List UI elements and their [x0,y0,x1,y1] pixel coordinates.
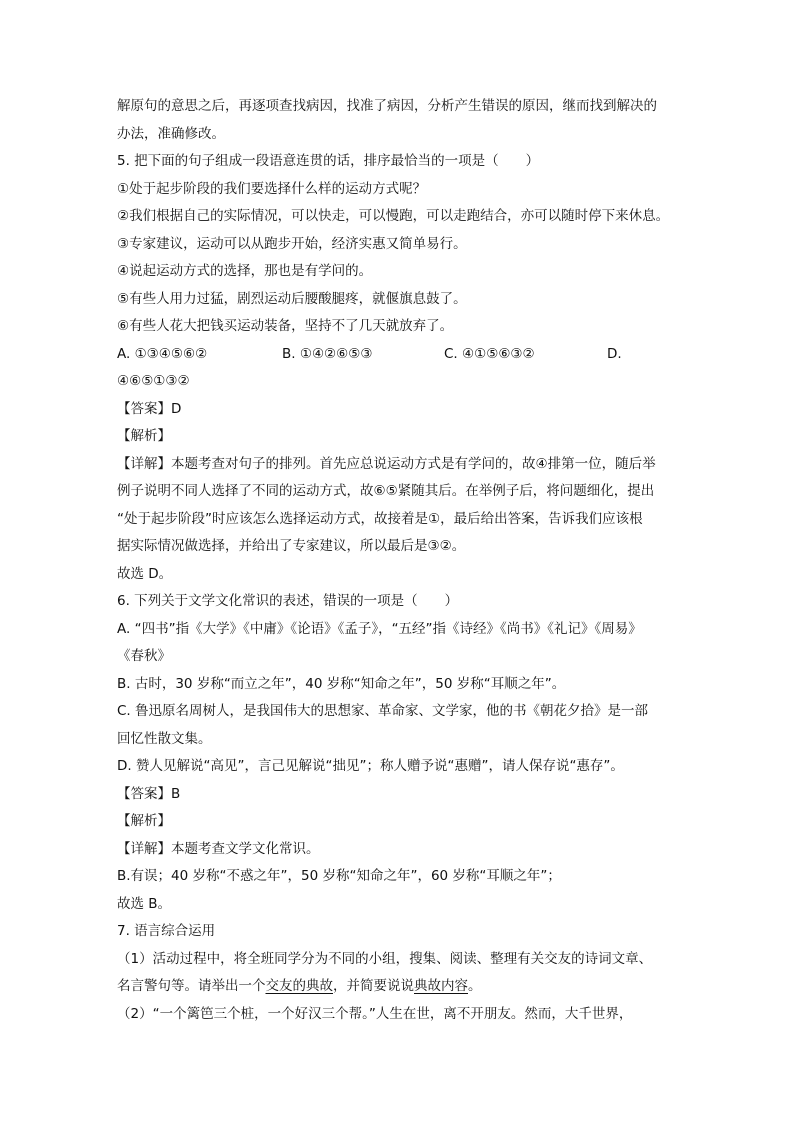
sentence-3: ③专家建议，运动可以从跑步开始，经济实惠又简单易行。 [117,235,467,252]
document-page [117,93,679,1028]
question-7-title: 7. 语言综合运用 [117,923,216,939]
option-b: B. ①④②⑥⑤③ [282,345,373,362]
detail-line: “处于起步阶段”时应该怎么选择运动方式，故接着是①，最后给出答案，告诉我们应该根 [117,510,643,527]
option-d-content: ④⑥⑤①③② [117,373,190,389]
answer-label: 【答案】B [117,785,181,802]
sentence-1: ①处于起步阶段的我们要选择什么样的运动方式呢？ [117,180,427,197]
q6-option-c-cont: 回忆性散文集。 [117,730,212,747]
sentence-2: ②我们根据自己的实际情况，可以快走，可以慢跑，可以走跑结合，亦可以随时停下来休息。 [117,208,670,224]
detail-line: 【详解】本题考查文学文化常识。 [117,840,320,857]
option-a: A. ①③④⑤⑥② [117,345,208,362]
option-c: C. ④①⑤⑥③② [444,345,535,362]
answer-label: 【答案】D [117,400,182,417]
analysis-label: 【解析】 [117,428,171,444]
detail-line: 【详解】本题考查对句子的排列。首先应总说运动方式是有学问的，故④排第一位，随后举 [117,455,656,472]
underlined-text: 交友的典故 [265,978,333,994]
question-5-options [117,341,679,369]
detail-line: B.有误；40 岁称“不惑之年”，50 岁称“知命之年”，60 岁称“耳顺之年”； [117,868,561,884]
q6-option-c: C. 鲁迅原名周树人，是我国伟大的思想家、革命家、文学家，他的书《朝花夕拾》是一部 [117,703,649,719]
sentence-5: ⑤有些人用力过猛，剧烈运动后腰酸腿疼，就偃旗息鼓了。 [117,290,467,307]
question-5-stem: 5. 把下面的句子组成一段语意连贯的话，排序最恰当的一项是（ ） [117,153,540,169]
option-d-label: D. [607,345,622,362]
q7-text: ，并简要说说 [333,978,414,994]
conclusion: 故选 B。 [117,895,172,912]
detail-line: 例子说明不同人选择了不同的运动方式，故⑥⑤紧随其后。在举例子后，将问题细化，提出 [117,483,655,499]
conclusion: 故选 D。 [117,565,173,582]
q6-option-b: B. 古时，30 岁称“而立之年”，40 岁称“知命之年”，50 岁称“耳顺之年”。 [117,675,566,692]
q6-option-a-cont: 《春秋》 [117,648,171,664]
q7-text: 。 [468,978,482,994]
question-6-stem: 6. 下列关于文学文化常识的表述，错误的一项是（ ） [117,593,459,609]
sentence-6: ⑥有些人花大把钱买运动装备，坚持不了几天就放弃了。 [117,318,454,334]
analysis-label: 【解析】 [117,813,171,829]
underlined-text: 典故内容 [414,978,468,994]
q7-text: 名言警句等。请举出一个 [117,978,266,994]
sentence-4: ④说起运动方式的选择，那也是有学问的。 [117,263,373,279]
q7-part-1-cont [117,973,679,1001]
detail-line: 据实际情况做选择，并给出了专家建议，所以最后是③②。 [117,538,466,554]
text-line: 办法，准确修改。 [117,125,225,142]
q6-option-d: D. 赞人见解说“高见”，言己见解说“拙见”；称人赠予说“惠赠”，请人保存说“惠存”。 [117,758,624,774]
q7-part-1: （1）活动过程中，将全班同学分为不同的小组，搜集、阅读、整理有关交友的诗词文章、 [117,950,653,967]
q6-option-a: A. “四书”指《大学》《中庸》《论语》《孟子》，“五经”指《诗经》《尚书》《礼记》《周易》 [117,620,642,637]
q7-part-2: （2）“一个篱笆三个桩，一个好汉三个帮。”人生在世，离不开朋友。然而，大千世界， [117,1005,633,1022]
text-line: 解原句的意思之后，再逐项查找病因，找准了病因，分析产生错误的原因，继而找到解决的 [117,98,657,114]
